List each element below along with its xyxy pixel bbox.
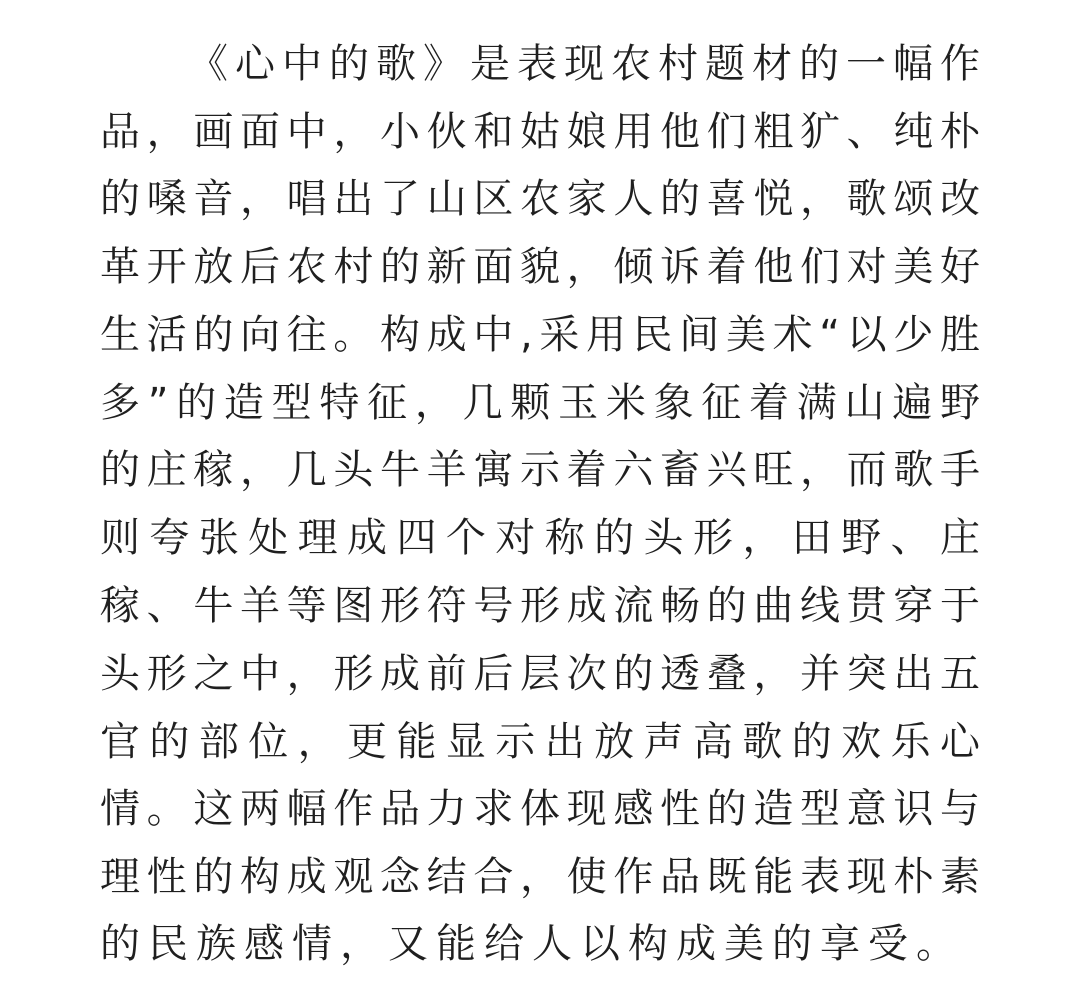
text-line: 多”的造型特征，几颗玉米象征着满山遍野 [100, 380, 980, 426]
text-line: 则夸张处理成四个对称的头形，田野、庄 [100, 515, 980, 561]
text-line: 稼、牛羊等图形符号形成流畅的曲线贯穿于 [100, 583, 980, 629]
text-line: 《心中的歌》是表现农村题材的一幅作 [188, 41, 980, 87]
text-line: 生活的向往。构成中,采用民间美术“以少胜 [100, 312, 980, 358]
text-line: 官的部位，更能显示出放声高歌的欢乐心 [100, 719, 980, 765]
text-line: 品，画面中，小伙和姑娘用他们粗犷、纯朴 [100, 109, 980, 155]
text-line: 的嗓音，唱出了山区农家人的喜悦，歌颂改 [100, 176, 980, 222]
text-line: 的民族感情，又能给人以构成美的享受。 [100, 921, 964, 967]
text-line: 的庄稼，几头牛羊寓示着六畜兴旺，而歌手 [100, 447, 980, 493]
text-line: 情。这两幅作品力求体现感性的造型意识与 [100, 786, 980, 832]
text-line: 头形之中，形成前后层次的透叠，并突出五 [100, 651, 980, 697]
text-line: 理性的构成观念结合，使作品既能表现朴素 [100, 854, 980, 900]
text-line: 革开放后农村的新面貌，倾诉着他们对美好 [100, 244, 980, 290]
